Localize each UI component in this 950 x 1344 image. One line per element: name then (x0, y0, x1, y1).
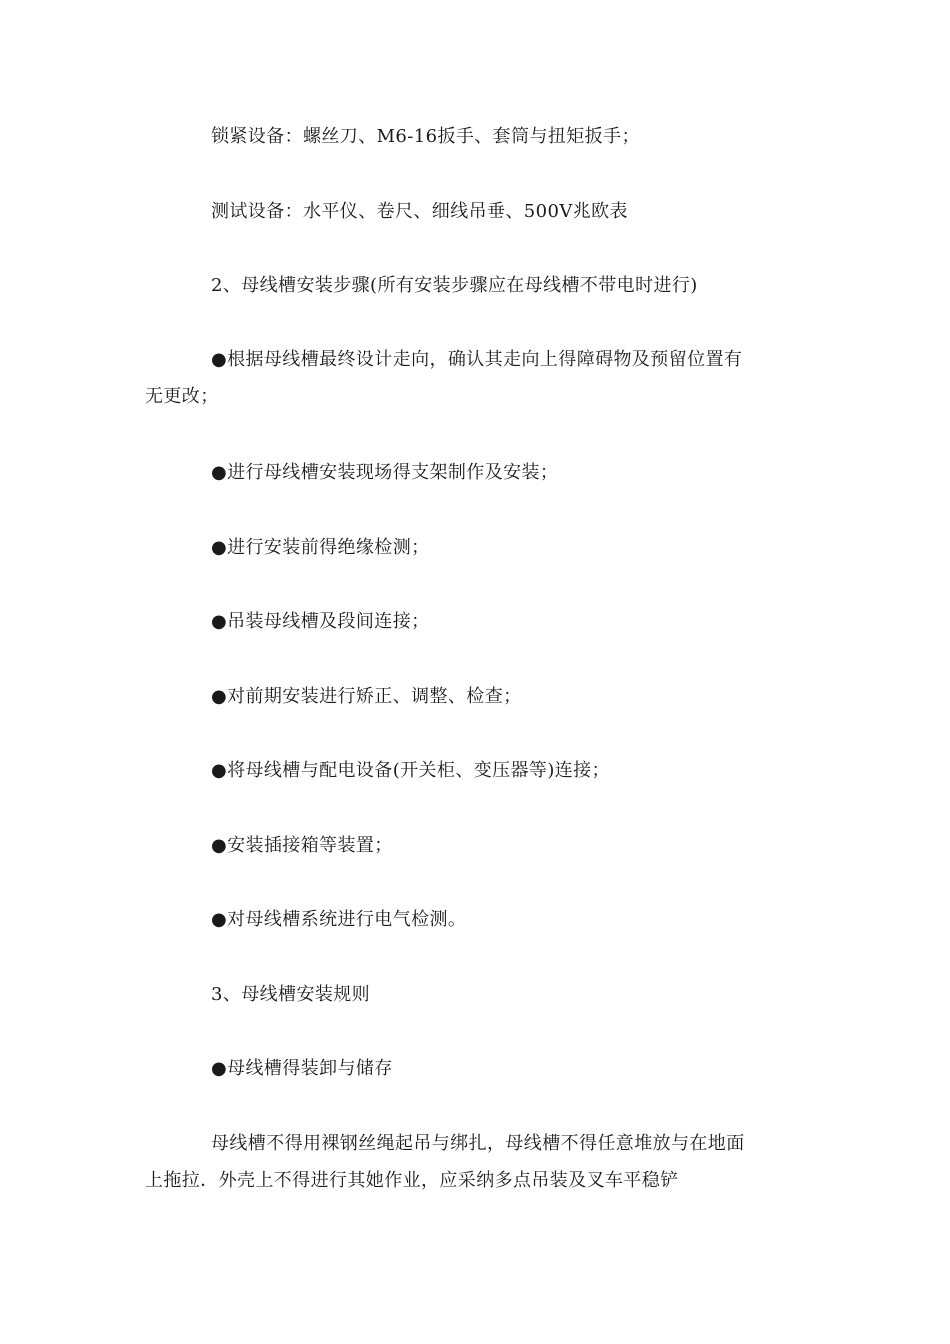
paragraph-testing-equipment: 测试设备：水平仪、卷尺、细线吊垂、500V兆欧表 (211, 201, 628, 222)
bullet-bracket-fabrication: ●进行母线槽安装现场得支架制作及安装； (211, 462, 559, 483)
bullet-electrical-test: ●对母线槽系统进行电气检测。 (211, 909, 467, 930)
paragraph-loading-rules: 母线槽不得用裸钢丝绳起吊与绑扎，母线槽不得任意堆放与在地面上拖拉．外壳上不得进行其她作业，应采纳多点吊装及叉车平稳铲 (145, 1133, 745, 1191)
bullet-confirm-route: ●根据母线槽最终设计走向，确认其走向上得障碍物及预留位置有无更改； (145, 349, 743, 407)
bullet-correction-check: ●对前期安装进行矫正、调整、检查； (211, 686, 522, 707)
bullet-connect-distribution: ●将母线槽与配电设备(开关柜、变压器等)连接； (211, 760, 610, 781)
paragraph-locking-equipment: 锁紧设备：螺丝刀、M6-16扳手、套筒与扭矩扳手； (211, 126, 640, 147)
heading-installation-steps: 2、母线槽安装步骤(所有安装步骤应在母线槽不带电时进行) (211, 275, 698, 296)
bullet-insulation-test: ●进行安装前得绝缘检测； (211, 537, 430, 558)
heading-installation-rules: 3、母线槽安装规则 (211, 984, 371, 1005)
bullet-install-plugin-box: ●安装插接箱等装置； (211, 835, 393, 856)
bullet-loading-storage: ●母线槽得装卸与储存 (211, 1058, 393, 1079)
bullet-hoisting-connection: ●吊装母线槽及段间连接； (211, 611, 430, 632)
